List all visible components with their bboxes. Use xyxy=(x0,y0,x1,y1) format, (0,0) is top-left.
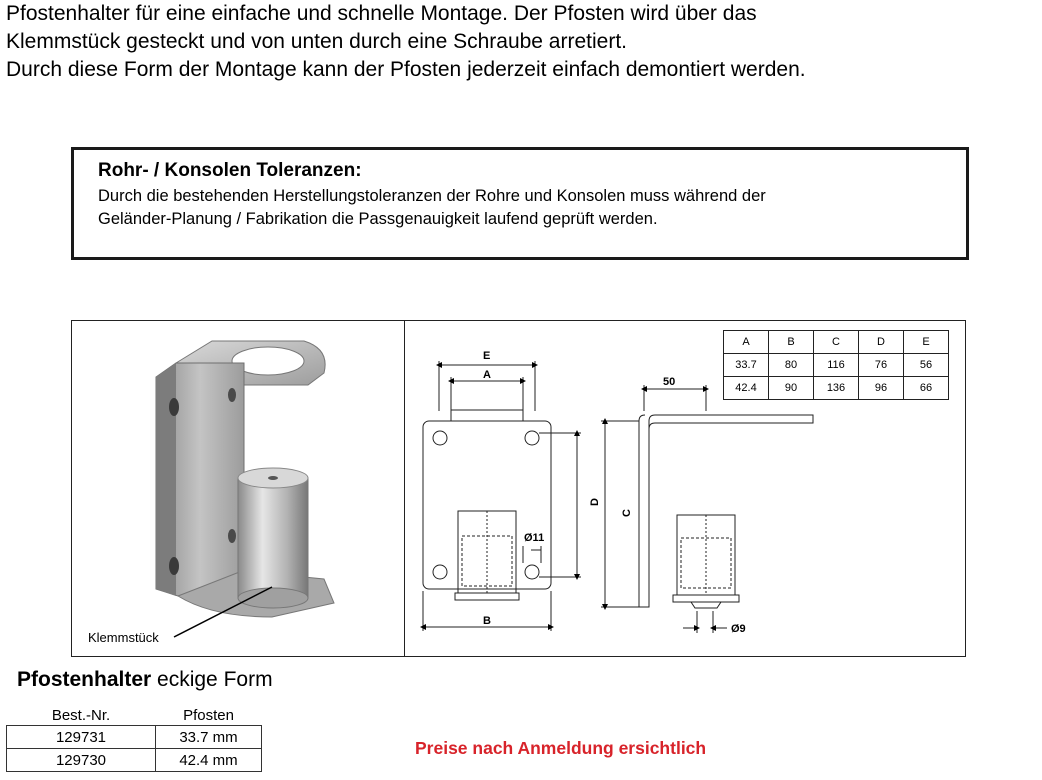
notice-line: Geländer-Planung / Fabrikation die Passgenauigkeit laufend geprüft werden. xyxy=(98,210,658,228)
intro-line: Pfostenhalter für eine einfache und schnelle Montage. Der Pfosten wird über das xyxy=(6,2,757,25)
dim-header-cell: C xyxy=(814,331,859,354)
product-image xyxy=(72,321,404,656)
dim-header-cell: D xyxy=(859,331,904,354)
clamp-piece-label: Klemmstück xyxy=(88,630,159,645)
product-title xyxy=(17,668,273,692)
order-table-header xyxy=(7,705,262,726)
intro-line: Durch diese Form der Montage kann der Pfosten jederzeit einfach demontiert werden. xyxy=(6,58,806,81)
notice-title: Rohr- / Konsolen Toleranzen: xyxy=(98,160,362,181)
table-row xyxy=(7,749,262,772)
notice-line: Durch die bestehenden Herstellungstoleranzen der Rohre und Konsolen muss während der xyxy=(98,187,766,205)
top-flange xyxy=(451,410,523,421)
dim-label-50: 50 xyxy=(663,376,676,388)
product-title-bold: Pfostenhalter xyxy=(17,668,152,691)
order-header-cell: Best.-Nr. xyxy=(51,706,111,724)
dim-label-e: E xyxy=(483,350,491,362)
dim-cell: 56 xyxy=(904,354,949,377)
dim-label-b: B xyxy=(483,615,491,627)
order-number-cell: 129731 xyxy=(7,726,156,749)
side-view-profile xyxy=(639,415,813,607)
dim-cell: 42.4 xyxy=(724,377,769,400)
dim-cell: 96 xyxy=(859,377,904,400)
dimension-table-row xyxy=(724,354,949,377)
dim-cell: 136 xyxy=(814,377,859,400)
dim-cell: 76 xyxy=(859,354,904,377)
dimension-table xyxy=(723,330,949,400)
table-row xyxy=(7,726,262,749)
dim-cell: 66 xyxy=(904,377,949,400)
intro-text xyxy=(6,0,1036,84)
tolerance-notice-box xyxy=(71,147,969,260)
dim-cell: 33.7 xyxy=(724,354,769,377)
product-figure xyxy=(71,320,966,657)
dim-label-d: D xyxy=(589,498,601,506)
post-size-cell: 42.4 mm xyxy=(156,749,262,772)
dim-cell: 80 xyxy=(769,354,814,377)
order-table xyxy=(6,705,262,772)
intro-line: Klemmstück gesteckt und von unten durch eine Schraube arretiert. xyxy=(6,30,627,53)
dim-label-a: A xyxy=(483,369,491,381)
dim-cell: 90 xyxy=(769,377,814,400)
dim-header-cell: A xyxy=(724,331,769,354)
dim-label-d9: Ø9 xyxy=(731,623,746,635)
dim-header-cell: B xyxy=(769,331,814,354)
post-size-cell: 33.7 mm xyxy=(156,726,262,749)
dim-label-d11: Ø11 xyxy=(524,532,545,544)
product-title-rest: eckige Form xyxy=(151,668,273,691)
order-header-cell: Pfosten xyxy=(183,706,234,724)
price-note: Preise nach Anmeldung ersichtlich xyxy=(415,738,707,758)
dim-cell: 116 xyxy=(814,354,859,377)
dim-header-cell: E xyxy=(904,331,949,354)
dimension-table-header xyxy=(724,331,949,354)
order-number-cell: 129730 xyxy=(7,749,156,772)
dimension-table-row xyxy=(724,377,949,400)
dim-label-c: C xyxy=(621,509,633,517)
